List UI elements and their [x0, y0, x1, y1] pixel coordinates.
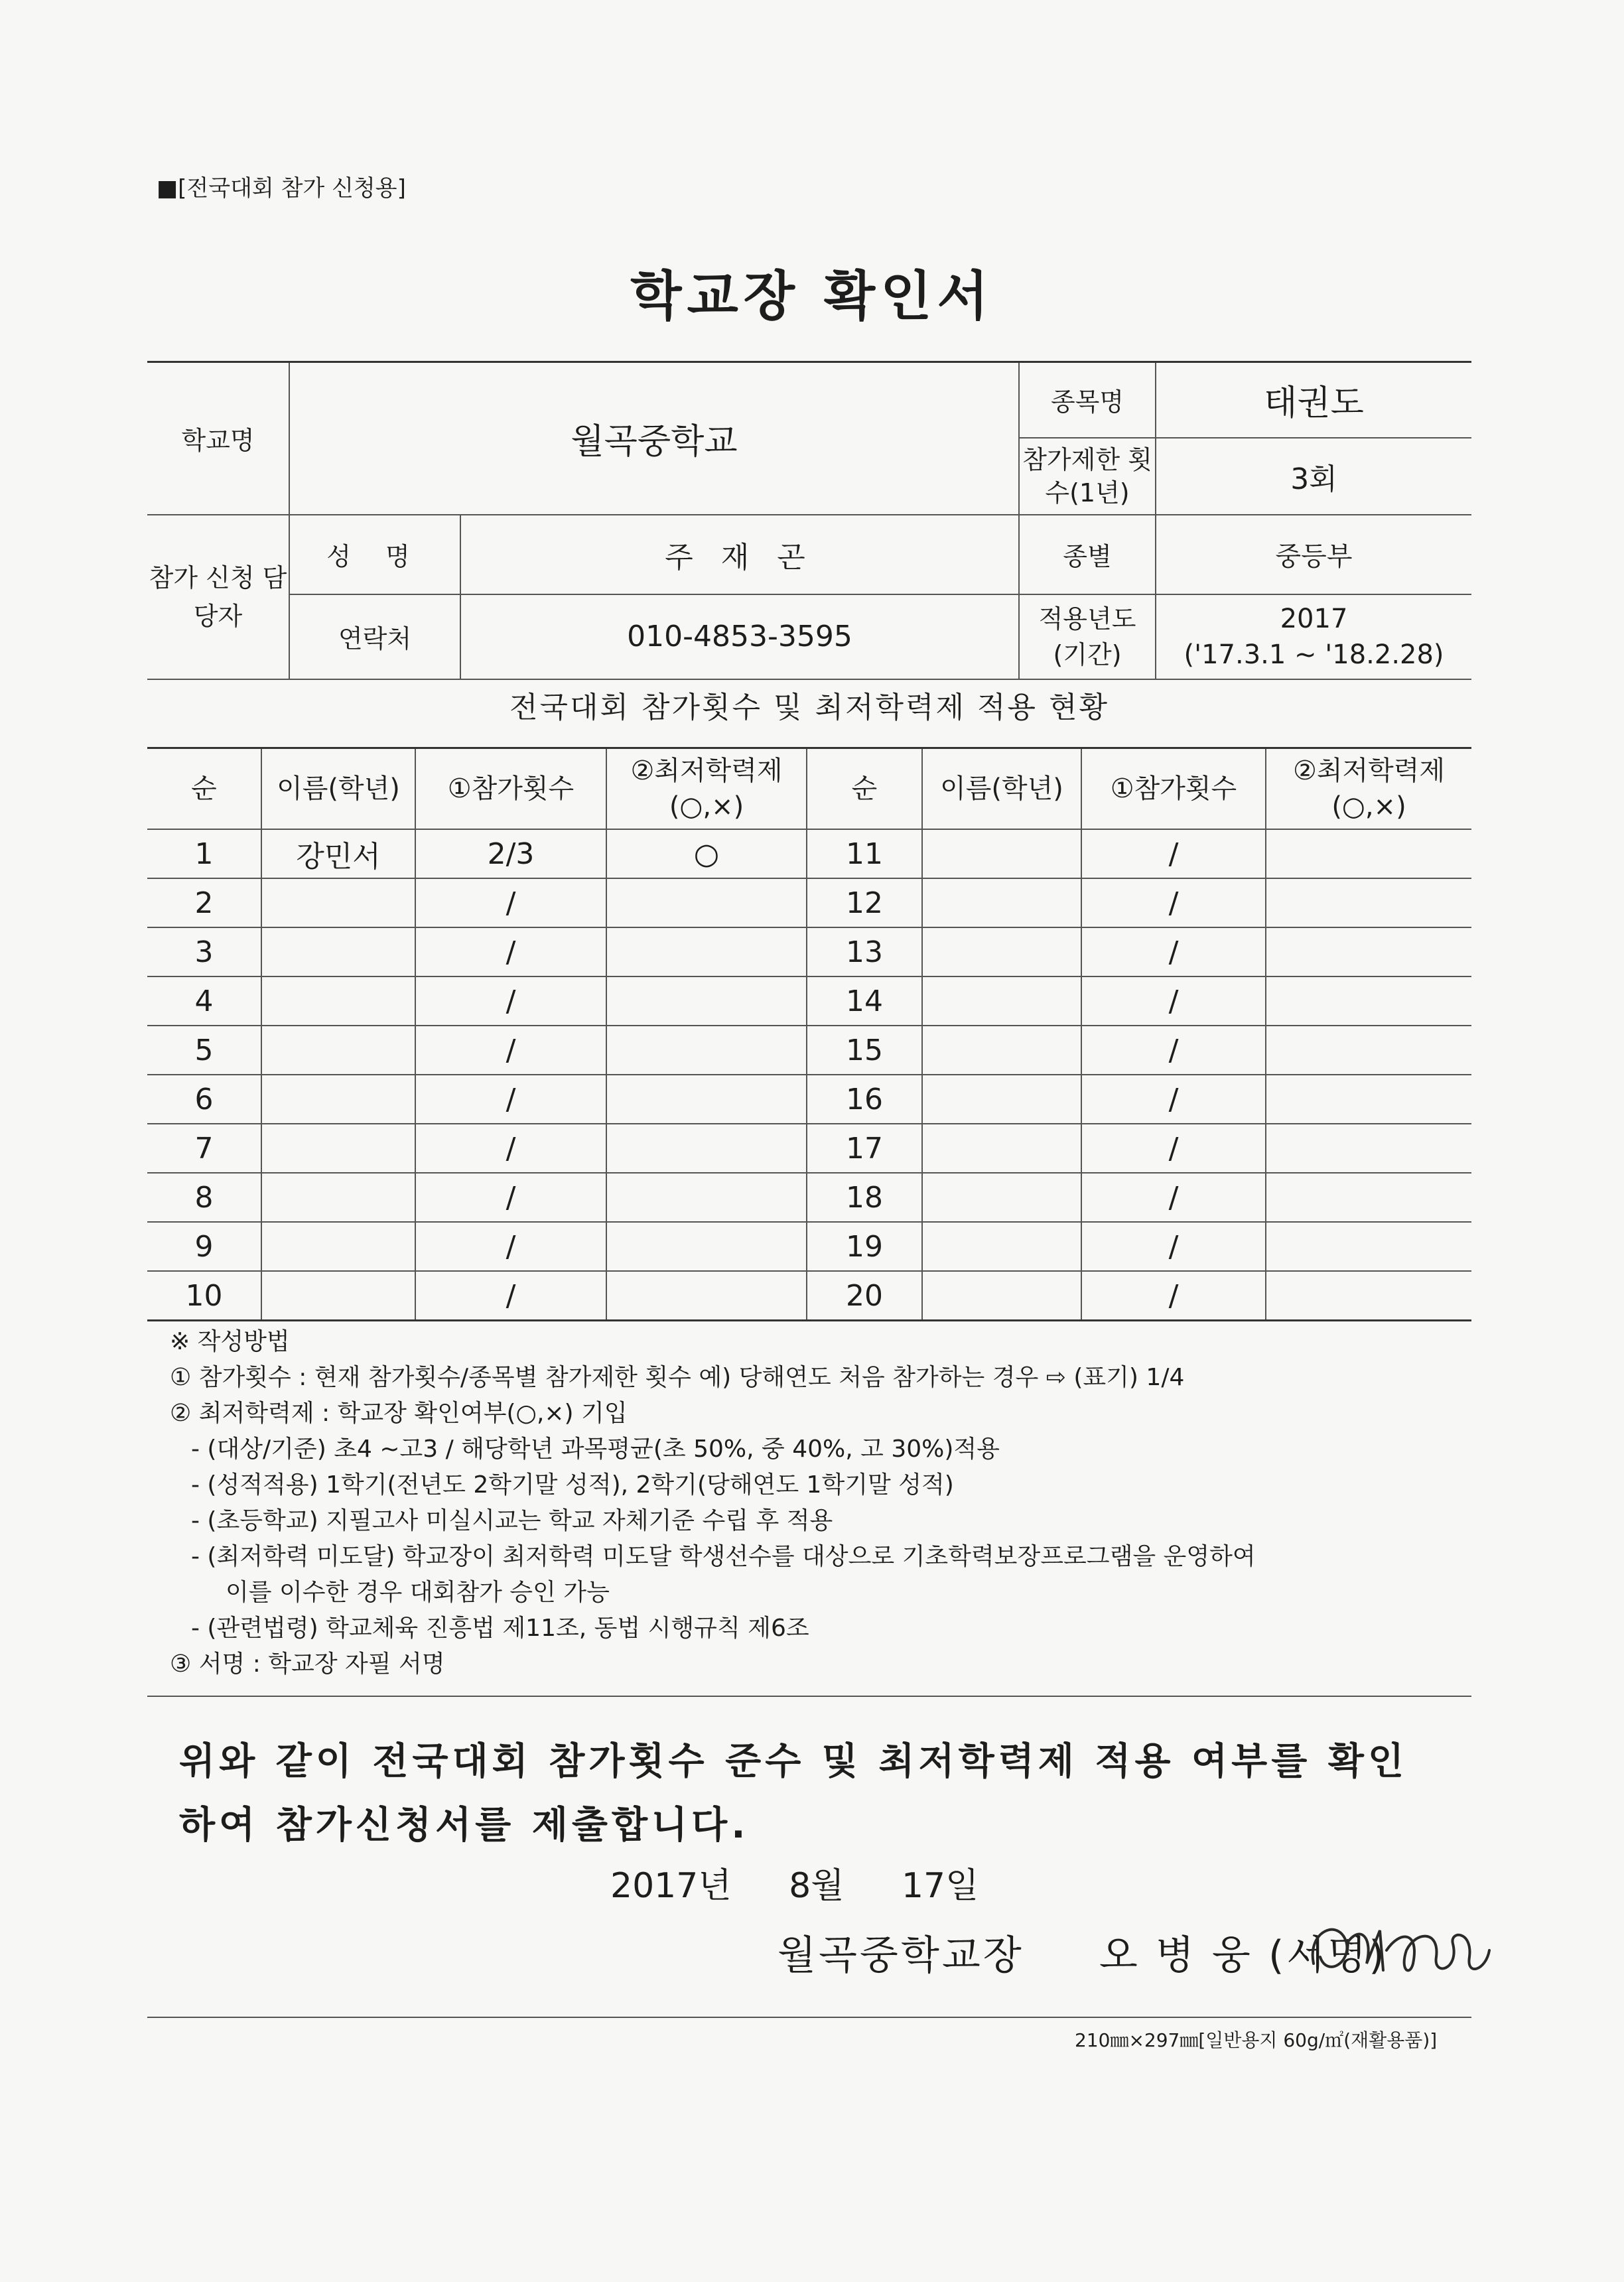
instruction-line: - (성적적용) 1학기(전년도 2학기말 성적), 2학기(당해연도 1학기말 성적)	[191, 1471, 954, 1499]
instruction-line: - (대상/기준) 초4 ~고3 / 해당학년 과목평균(초 50%, 중 40%, 고 30%)적용	[191, 1436, 1000, 1463]
footer-divider	[147, 2017, 1471, 2018]
period-value	[1156, 594, 1471, 679]
roster-section-title: 전국대회 참가횟수 및 최저학력제 적용 현황	[509, 691, 1109, 724]
min-grade-check	[606, 1271, 807, 1321]
table-row	[147, 1271, 1471, 1321]
header-name: 이름(학년)	[261, 748, 415, 830]
row-number: 18	[807, 1173, 922, 1222]
handwritten-signature-icon	[1300, 1904, 1499, 1997]
principal-name: 오 병 웅	[1099, 1932, 1253, 1979]
student-name	[261, 1075, 415, 1124]
confirmation-line: 하여 참가신청서를 제출합니다.	[179, 1804, 750, 1847]
min-grade-check: ○	[606, 829, 807, 878]
min-grade-check	[606, 1222, 807, 1271]
instruction-line: - (초등학교) 지필고사 미실시교는 학교 자체기준 수립 후 적용	[191, 1507, 833, 1534]
student-name	[922, 1026, 1081, 1075]
participation-count: /	[415, 927, 606, 976]
participation-count: /	[415, 1075, 606, 1124]
row-number: 20	[807, 1271, 922, 1321]
table-row	[147, 829, 1471, 878]
table-row	[147, 927, 1471, 976]
header-no: 순	[147, 748, 261, 830]
table-row	[147, 1222, 1471, 1271]
student-name	[261, 927, 415, 976]
header-name: 이름(학년)	[922, 748, 1081, 830]
confirmation-line: 위와 같이 전국대회 참가횟수 준수 및 최저학력제 적용 여부를 확인	[179, 1740, 1408, 1783]
student-name	[261, 1173, 415, 1222]
divider	[147, 1696, 1471, 1697]
principal-title: 월곡중학교장	[778, 1932, 1024, 1979]
student-name	[922, 1075, 1081, 1124]
min-grade-check	[1266, 1026, 1471, 1075]
row-number: 6	[147, 1075, 261, 1124]
instruction-line: - (최저학력 미도달) 학교장이 최저학력 미도달 학생선수를 대상으로 기초학력보장프로그램을 운영하여	[191, 1543, 1256, 1570]
contact-value: 010-4853-3595	[460, 594, 1019, 679]
page-title: 학교장 확인서	[630, 265, 994, 327]
participation-count: /	[415, 1124, 606, 1173]
participation-count: /	[415, 1173, 606, 1222]
min-grade-check	[606, 1026, 807, 1075]
student-name	[922, 927, 1081, 976]
paper-spec-footer: 210㎜×297㎜[일반용지 60g/㎡(재활용품)]	[1075, 2029, 1438, 2051]
row-number: 12	[807, 878, 922, 927]
period-year: 2017	[1280, 603, 1348, 634]
student-name	[261, 1026, 415, 1075]
table-row	[147, 1026, 1471, 1075]
row-number: 8	[147, 1173, 261, 1222]
limit-label: 참가제한 횟수(1년)	[1019, 438, 1156, 515]
participation-count: /	[1081, 1026, 1266, 1075]
name-label: 성 명	[289, 515, 460, 594]
table-header-row	[147, 748, 1471, 830]
row-number: 14	[807, 976, 922, 1026]
student-name	[922, 976, 1081, 1026]
submission-date	[610, 1857, 1025, 1907]
table-row	[147, 1075, 1471, 1124]
participation-count: /	[415, 1222, 606, 1271]
limit-value: 3회	[1156, 438, 1471, 515]
min-grade-check	[606, 976, 807, 1026]
student-name	[261, 1124, 415, 1173]
participation-count: /	[415, 1271, 606, 1321]
instruction-line: ① 참가횟수 : 현재 참가횟수/종목별 참가제한 횟수 예) 당해연도 처음 참가하는 경우 ⇨ (표기) 1/4	[170, 1364, 1185, 1391]
student-name	[261, 878, 415, 927]
student-name	[922, 878, 1081, 927]
division-value: 중등부	[1156, 515, 1471, 594]
header-count: ①참가횟수	[415, 748, 606, 830]
student-name: 강민서	[261, 829, 415, 878]
row-number: 7	[147, 1124, 261, 1173]
instructions-heading: ※ 작성방법	[170, 1328, 290, 1355]
principal-signature-line	[778, 1924, 1387, 1981]
date-year: 2017년	[610, 1866, 732, 1906]
school-value: 월곡중학교	[289, 362, 1019, 515]
date-day: 17일	[901, 1866, 979, 1906]
participation-count: /	[415, 976, 606, 1026]
row-number: 3	[147, 927, 261, 976]
student-name	[261, 1271, 415, 1321]
participation-count: /	[1081, 927, 1266, 976]
participation-table	[147, 747, 1471, 1321]
row-number: 13	[807, 927, 922, 976]
min-grade-check	[1266, 878, 1471, 927]
participation-count: /	[1081, 878, 1266, 927]
row-number: 5	[147, 1026, 261, 1075]
applicant-label: 참가 신청 담당자	[147, 515, 289, 679]
student-name	[261, 1222, 415, 1271]
min-grade-check	[1266, 1075, 1471, 1124]
participation-count: /	[1081, 1124, 1266, 1173]
form-type-note: ■[전국대회 참가 신청용]	[157, 175, 406, 202]
row-number: 9	[147, 1222, 261, 1271]
min-grade-check	[606, 927, 807, 976]
min-grade-check	[606, 1173, 807, 1222]
instruction-line: 이를 이수한 경우 대회참가 승인 가능	[226, 1579, 610, 1606]
instruction-line: ③ 서명 : 학교장 자필 서명	[170, 1650, 445, 1678]
event-label: 종목명	[1019, 362, 1156, 438]
row-number: 16	[807, 1075, 922, 1124]
student-name	[922, 1222, 1081, 1271]
instructions	[170, 1324, 1470, 1682]
row-number: 15	[807, 1026, 922, 1075]
header-min-grade: ②최저학력제 (○,×)	[1266, 748, 1471, 830]
min-grade-check	[606, 878, 807, 927]
participation-count: /	[415, 1026, 606, 1075]
school-label: 학교명	[147, 362, 289, 515]
confirmation-text	[179, 1730, 1440, 1857]
min-grade-check	[1266, 829, 1471, 878]
min-grade-check	[606, 1124, 807, 1173]
student-name	[922, 1271, 1081, 1321]
participation-count: /	[1081, 829, 1266, 878]
instruction-line: - (관련법령) 학교체육 진흥법 제11조, 동법 시행규칙 제6조	[191, 1615, 809, 1642]
participation-count: /	[1081, 976, 1266, 1026]
row-number: 1	[147, 829, 261, 878]
table-row	[147, 1124, 1471, 1173]
participation-count: /	[1081, 1075, 1266, 1124]
min-grade-check	[1266, 1173, 1471, 1222]
division-label: 종별	[1019, 515, 1156, 594]
min-grade-check	[606, 1075, 807, 1124]
min-grade-check	[1266, 1124, 1471, 1173]
table-row	[147, 1173, 1471, 1222]
instruction-line: ② 최저학력제 : 학교장 확인여부(○,×) 기입	[170, 1400, 628, 1427]
participation-count: /	[415, 878, 606, 927]
participation-count: /	[1081, 1271, 1266, 1321]
min-grade-check	[1266, 1271, 1471, 1321]
row-number: 2	[147, 878, 261, 927]
row-number: 11	[807, 829, 922, 878]
period-label: 적용년도 (기간)	[1019, 594, 1156, 679]
event-value: 태권도	[1156, 362, 1471, 438]
participation-count: /	[1081, 1173, 1266, 1222]
row-number: 10	[147, 1271, 261, 1321]
min-grade-check	[1266, 976, 1471, 1026]
sign-mark: (서명)	[1268, 1932, 1387, 1979]
student-name	[261, 976, 415, 1026]
min-grade-check	[1266, 927, 1471, 976]
student-name	[922, 1173, 1081, 1222]
student-name	[922, 829, 1081, 878]
name-value: 주 재 곤	[460, 515, 1019, 594]
header-count: ①참가횟수	[1081, 748, 1266, 830]
min-grade-check	[1266, 1222, 1471, 1271]
student-name	[922, 1124, 1081, 1173]
date-month: 8월	[789, 1866, 845, 1906]
contact-label: 연락처	[289, 594, 460, 679]
participation-count: /	[1081, 1222, 1266, 1271]
row-number: 17	[807, 1124, 922, 1173]
header-min-grade: ②최저학력제 (○,×)	[606, 748, 807, 830]
school-info-table	[147, 361, 1471, 680]
participation-count: 2/3	[415, 829, 606, 878]
header-no: 순	[807, 748, 922, 830]
period-range: ('17.3.1 ~ '18.2.28)	[1184, 639, 1444, 670]
table-row	[147, 878, 1471, 927]
row-number: 19	[807, 1222, 922, 1271]
table-row	[147, 976, 1471, 1026]
row-number: 4	[147, 976, 261, 1026]
